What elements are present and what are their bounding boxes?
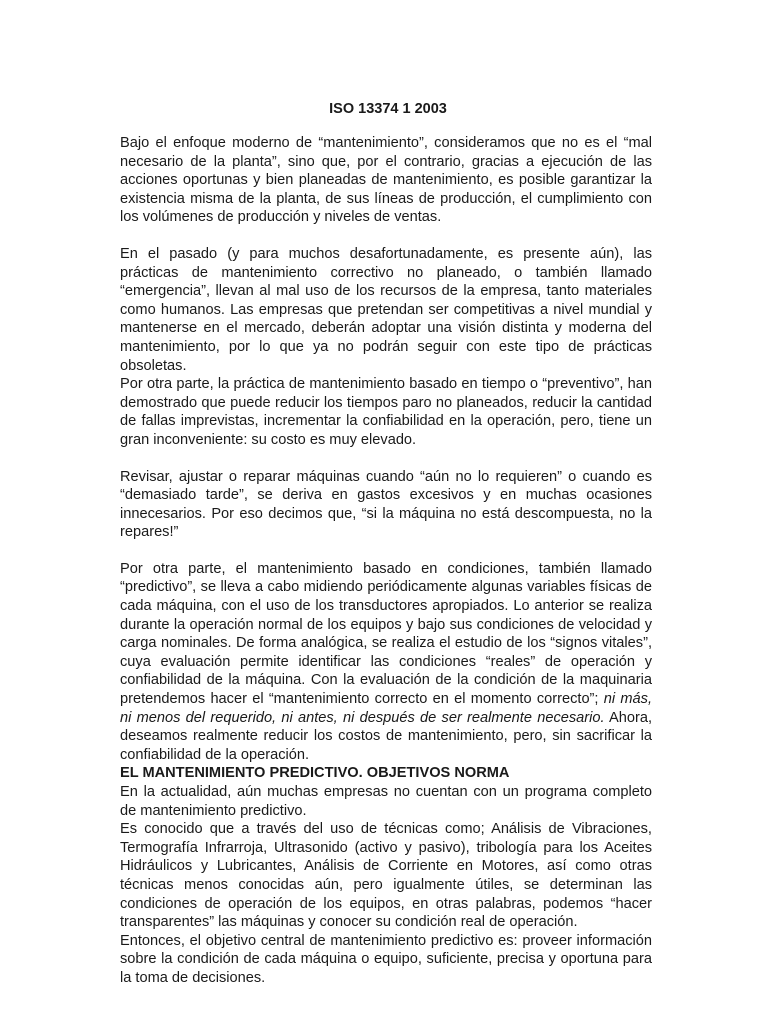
paragraph-5 (120, 560, 652, 765)
paragraph-5-text-a: Por otra parte, el mantenimiento basado en condiciones, también llamado “predictivo”, se lleva a cabo midiendo periódicamente algunas variables físicas de cada máquina, con el uso de los transductores apropiados. Lo anterior se realiza durante la operación normal de los equipos y bajo sus condiciones de velocidad y carga nominales. De forma analógica, se realiza el estudio de los “signos vitales”, cuya evaluación permite identificar las condiciones “reales” de operación y confiabilidad de la máquina. Con la evaluación de la condición de la maquinaria pretendemos hacer el “mantenimiento correcto en el momento correcto”; (120, 560, 652, 708)
paragraph-2: En el pasado (y para muchos desafortunadamente, es presente aún), las prácticas de mantenimiento correctivo no planeado, o también llamado “emergencia”, llevan al mal uso de los recursos de la empresa, tanto materiales como humanos. Las empresas que pretendan ser competitivas a nivel mundial y mantenerse en el mercado, deberán adoptar una visión distinta y moderna del mantenimiento, por lo que ya no podrán seguir con este tipo de prácticas obsoletas. (120, 245, 652, 374)
paragraph-4: Revisar, ajustar o reparar máquinas cuando “aún no lo requieren” o cuando es “demasiado tarde”, se deriva en gastos excesivos y en muchas ocasiones innecesarios. Por eso decimos que, “si la máquina no está descompuesta, no la repares!” (120, 468, 652, 541)
paragraph-8: Entonces, el objetivo central de mantenimiento predictivo es: proveer información sobre la condición de cada máquina o equipo, suficiente, precisa y oportuna para la toma de decisiones. (120, 932, 652, 986)
paragraph-1: Bajo el enfoque moderno de “mantenimiento”, consideramos que no es el “mal necesario de la planta”, sino que, por el contrario, gracias a ejecución de las acciones oportunas y bien planeadas de mantenimiento, es posible garantizar la existencia misma de la planta, de sus líneas de producción, el cumplimiento con los volúmenes de producción y niveles de ventas. (120, 135, 652, 226)
paragraph-7: Es conocido que a través del uso de técnicas como; Análisis de Vibraciones, Termografía Infrarroja, Ultrasonido (activo y pasivo), tribología para los Aceites Hidráulicos y Lubricantes, Análisis de Corriente en Motores, así como otras técnicas menos conocidas aún, pero igualmente útiles, se determinan las condiciones de operación de los equipos, en otras palabras, podemos “hacer transparentes” las máquinas y conocer su condición real de operación. (120, 821, 652, 931)
document-title: ISO 13374 1 2003 (329, 101, 447, 117)
paragraph-5-text-b: Ahora, deseamos realmente reducir los costos de mantenimiento, pero, sin sacrificar la confiabilidad de la operación. (120, 709, 652, 763)
paragraph-5-emphasis: ni más, ni menos del requerido, ni antes, ni después de ser realmente necesario. (120, 691, 652, 726)
paragraph-6: En la actualidad, aún muchas empresas no cuentan con un programa completo de mantenimiento predictivo. (120, 784, 652, 819)
paragraph-3: Por otra parte, la práctica de mantenimiento basado en tiempo o “preventivo”, han demostrado que puede reducir los tiempos paro no planeados, reducir la cantidad de fallas imprevistas, incrementar la confiabilidad en la operación, pero, tiene un gran inconveniente: su costo es muy elevado. (120, 376, 652, 448)
section-heading: EL MANTENIMIENTO PREDICTIVO. OBJETIVOS NORMA (120, 765, 510, 782)
